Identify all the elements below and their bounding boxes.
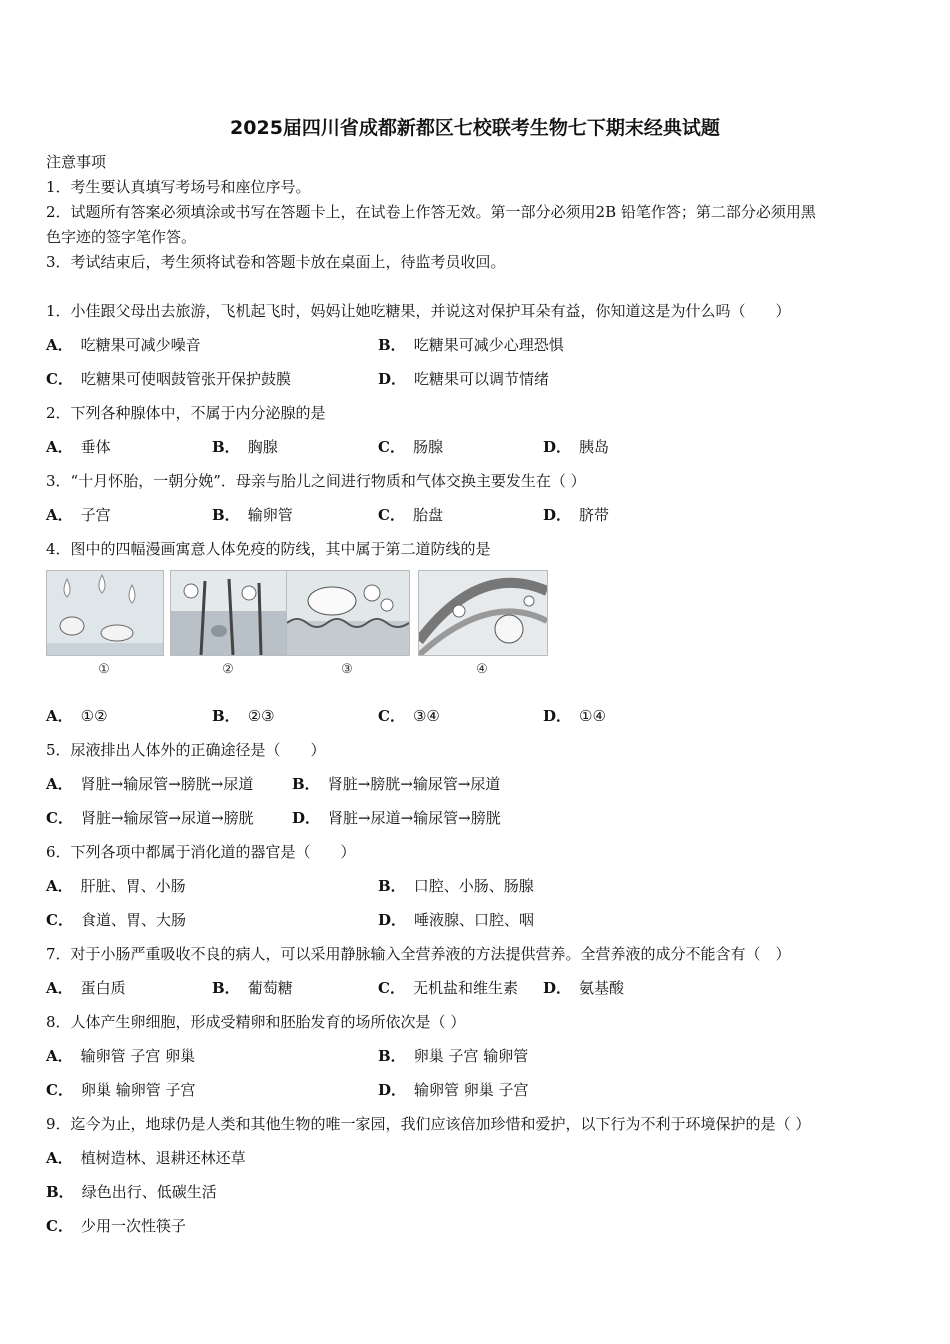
option-key: C． <box>378 438 405 456</box>
option-key: C． <box>378 979 405 997</box>
option-key: A． <box>46 775 73 793</box>
option-key: B． <box>212 438 240 456</box>
cartoon-phagocyte <box>286 570 410 656</box>
option-d[interactable] <box>292 808 501 828</box>
cartoon-hair-mucus <box>170 570 288 656</box>
option-text: 卵巢 子宫 输卵管 <box>413 1047 529 1065</box>
option-key: B． <box>46 1183 74 1201</box>
option-a[interactable] <box>46 978 126 998</box>
option-a[interactable] <box>46 335 201 355</box>
option-text: 肝脏、胃、小肠 <box>80 877 186 895</box>
option-text: 绿色出行、低碳生活 <box>81 1183 217 1201</box>
question-stem: 3．“十月怀胎，一朝分娩”．母亲与胎儿之间进行物质和气体交换主要发生在（ ） <box>46 472 586 490</box>
question-stem: 4．图中的四幅漫画寓意人体免疫的防线，其中属于第二道防线的是 <box>46 540 491 558</box>
option-text: 肠腺 <box>412 438 443 456</box>
option-key: D． <box>292 809 321 827</box>
option-text: 吃糖果可减少噪音 <box>80 336 201 354</box>
option-a[interactable] <box>46 1148 246 1168</box>
option-text: 输卵管 <box>247 506 293 524</box>
option-b[interactable] <box>46 1182 217 1202</box>
option-key: B． <box>378 877 406 895</box>
option-key: A． <box>46 1149 73 1167</box>
option-text: 子宫 <box>80 506 111 524</box>
option-d[interactable] <box>378 1080 529 1100</box>
option-key: B． <box>212 707 240 725</box>
option-text: 卵巢 输卵管 子宫 <box>80 1081 196 1099</box>
option-key: B． <box>378 1047 406 1065</box>
option-text: 吃糖果可减少心理恐惧 <box>413 336 564 354</box>
option-text: 输卵管 子宫 卵巢 <box>80 1047 196 1065</box>
option-key: C． <box>46 1081 73 1099</box>
option-text: 胸腺 <box>247 438 278 456</box>
option-b[interactable] <box>212 706 275 726</box>
question-stem: 2．下列各种腺体中，不属于内分泌腺的是 <box>46 404 326 422</box>
option-key: D． <box>543 979 572 997</box>
option-a[interactable] <box>46 505 111 525</box>
option-text: 胰岛 <box>579 438 610 456</box>
option-key: A． <box>46 707 73 725</box>
option-text: 吃糖果可以调节情绪 <box>414 370 550 388</box>
option-key: B． <box>212 979 240 997</box>
cartoon-blood-vessel <box>418 570 548 656</box>
cartoon-skin-rain <box>46 570 164 656</box>
option-text: 口腔、小肠、肠腺 <box>413 877 534 895</box>
question-stem: 8．人体产生卵细胞，形成受精卵和胚胎发育的场所依次是（ ） <box>46 1013 466 1031</box>
option-key: C． <box>378 506 405 524</box>
option-text: 少用一次性筷子 <box>80 1217 186 1235</box>
option-b[interactable] <box>212 437 278 457</box>
option-text: 食道、胃、大肠 <box>80 911 186 929</box>
notice-item: 3．考试结束后，考生须将试卷和答题卡放在桌面上，待监考员收回。 <box>46 253 506 271</box>
option-c[interactable] <box>46 1080 196 1100</box>
option-b[interactable] <box>212 505 293 525</box>
option-text: 肾脏→输尿管→尿道→膀胱 <box>80 809 254 827</box>
option-text: 无机盐和维生素 <box>412 979 518 997</box>
notice-item: 2．试题所有答案必须填涂或书写在答题卡上，在试卷上作答无效。第一部分必须用2B 铅笔作答；第二部分必须用黑 <box>46 203 816 221</box>
option-c[interactable] <box>46 1216 186 1236</box>
option-key: D． <box>543 438 572 456</box>
option-b[interactable] <box>378 1046 528 1066</box>
option-d[interactable] <box>543 437 609 457</box>
option-c[interactable] <box>378 505 443 525</box>
option-d[interactable] <box>543 978 624 998</box>
option-key: B． <box>292 775 320 793</box>
option-d[interactable] <box>543 505 609 525</box>
option-text: ①② <box>80 707 108 725</box>
option-text: 葡萄糖 <box>247 979 293 997</box>
option-key: C． <box>46 370 73 388</box>
question-stem: 7．对于小肠严重吸收不良的病人，可以采用静脉输入全营养液的方法提供营养。全营养液的成分不能含有（ ） <box>46 945 791 963</box>
option-c[interactable] <box>378 437 443 457</box>
option-key: B． <box>212 506 240 524</box>
option-b[interactable] <box>378 876 534 896</box>
notice-heading: 注意事项 <box>46 153 107 171</box>
option-c[interactable] <box>46 910 186 930</box>
option-text: 胎盘 <box>412 506 443 524</box>
question-stem: 1．小佳跟父母出去旅游，飞机起飞时，妈妈让她吃糖果，并说这对保护耳朵有益，你知道这是为什么吗（ ） <box>46 302 791 320</box>
option-key: C． <box>46 809 73 827</box>
option-text: 唾液腺、口腔、咽 <box>414 911 535 929</box>
option-key: D． <box>543 707 572 725</box>
option-text: 肾脏→膀胱→输尿管→尿道 <box>327 775 501 793</box>
option-b[interactable] <box>212 978 293 998</box>
option-a[interactable] <box>46 437 111 457</box>
immunity-cartoon-figure <box>46 570 556 680</box>
option-d[interactable] <box>378 369 549 389</box>
option-a[interactable] <box>46 876 186 896</box>
option-key: C． <box>46 1217 73 1235</box>
option-c[interactable] <box>378 978 518 998</box>
question-stem: 5．尿液排出人体外的正确途径是（ ） <box>46 741 326 759</box>
option-key: D． <box>378 370 407 388</box>
option-d[interactable] <box>543 706 606 726</box>
figure-label: ④ <box>476 662 488 677</box>
question-stem: 9．迄今为止，地球仍是人类和其他生物的唯一家园，我们应该倍加珍惜和爱护，以下行为不利于环境保护的是（ ） <box>46 1115 811 1133</box>
notice-item: 1．考生要认真填写考场号和座位序号。 <box>46 178 311 196</box>
option-text: 植树造林、退耕还林还草 <box>80 1149 246 1167</box>
option-text: ①④ <box>579 707 606 725</box>
option-text: ②③ <box>247 707 275 725</box>
option-text: 脐带 <box>579 506 610 524</box>
option-text: 蛋白质 <box>80 979 126 997</box>
option-a[interactable] <box>46 774 253 794</box>
option-key: C． <box>378 707 405 725</box>
option-key: D． <box>378 911 407 929</box>
option-key: A． <box>46 979 73 997</box>
option-text: 垂体 <box>80 438 111 456</box>
option-text: 肾脏→输尿管→膀胱→尿道 <box>80 775 254 793</box>
option-key: A． <box>46 506 73 524</box>
figure-label: ② <box>222 662 234 677</box>
option-a[interactable] <box>46 706 108 726</box>
option-key: D． <box>378 1081 407 1099</box>
option-d[interactable] <box>378 910 534 930</box>
option-text: ③④ <box>412 707 440 725</box>
option-key: A． <box>46 336 73 354</box>
figure-label: ③ <box>341 662 353 677</box>
option-text: 输卵管 卵巢 子宫 <box>414 1081 529 1099</box>
option-key: A． <box>46 438 73 456</box>
option-key: B． <box>378 336 406 354</box>
figure-label: ① <box>98 662 110 677</box>
option-a[interactable] <box>46 1046 195 1066</box>
option-text: 氨基酸 <box>579 979 625 997</box>
option-c[interactable] <box>46 808 254 828</box>
option-key: A． <box>46 1047 73 1065</box>
option-key: C． <box>46 911 73 929</box>
option-text: 肾脏→尿道→输尿管→膀胱 <box>328 809 501 827</box>
notice-item: 色字迹的签字笔作答。 <box>46 228 197 246</box>
option-text: 吃糖果可使咽鼓管张开保护鼓膜 <box>80 370 291 388</box>
option-c[interactable] <box>46 369 291 389</box>
option-b[interactable] <box>292 774 500 794</box>
page-title: 2025届四川省成都新都区七校联考生物七下期末经典试题 <box>230 117 720 139</box>
option-c[interactable] <box>378 706 440 726</box>
question-stem: 6．下列各项中都属于消化道的器官是（ ） <box>46 843 356 861</box>
option-key: A． <box>46 877 73 895</box>
option-b[interactable] <box>378 335 564 355</box>
option-key: D． <box>543 506 572 524</box>
